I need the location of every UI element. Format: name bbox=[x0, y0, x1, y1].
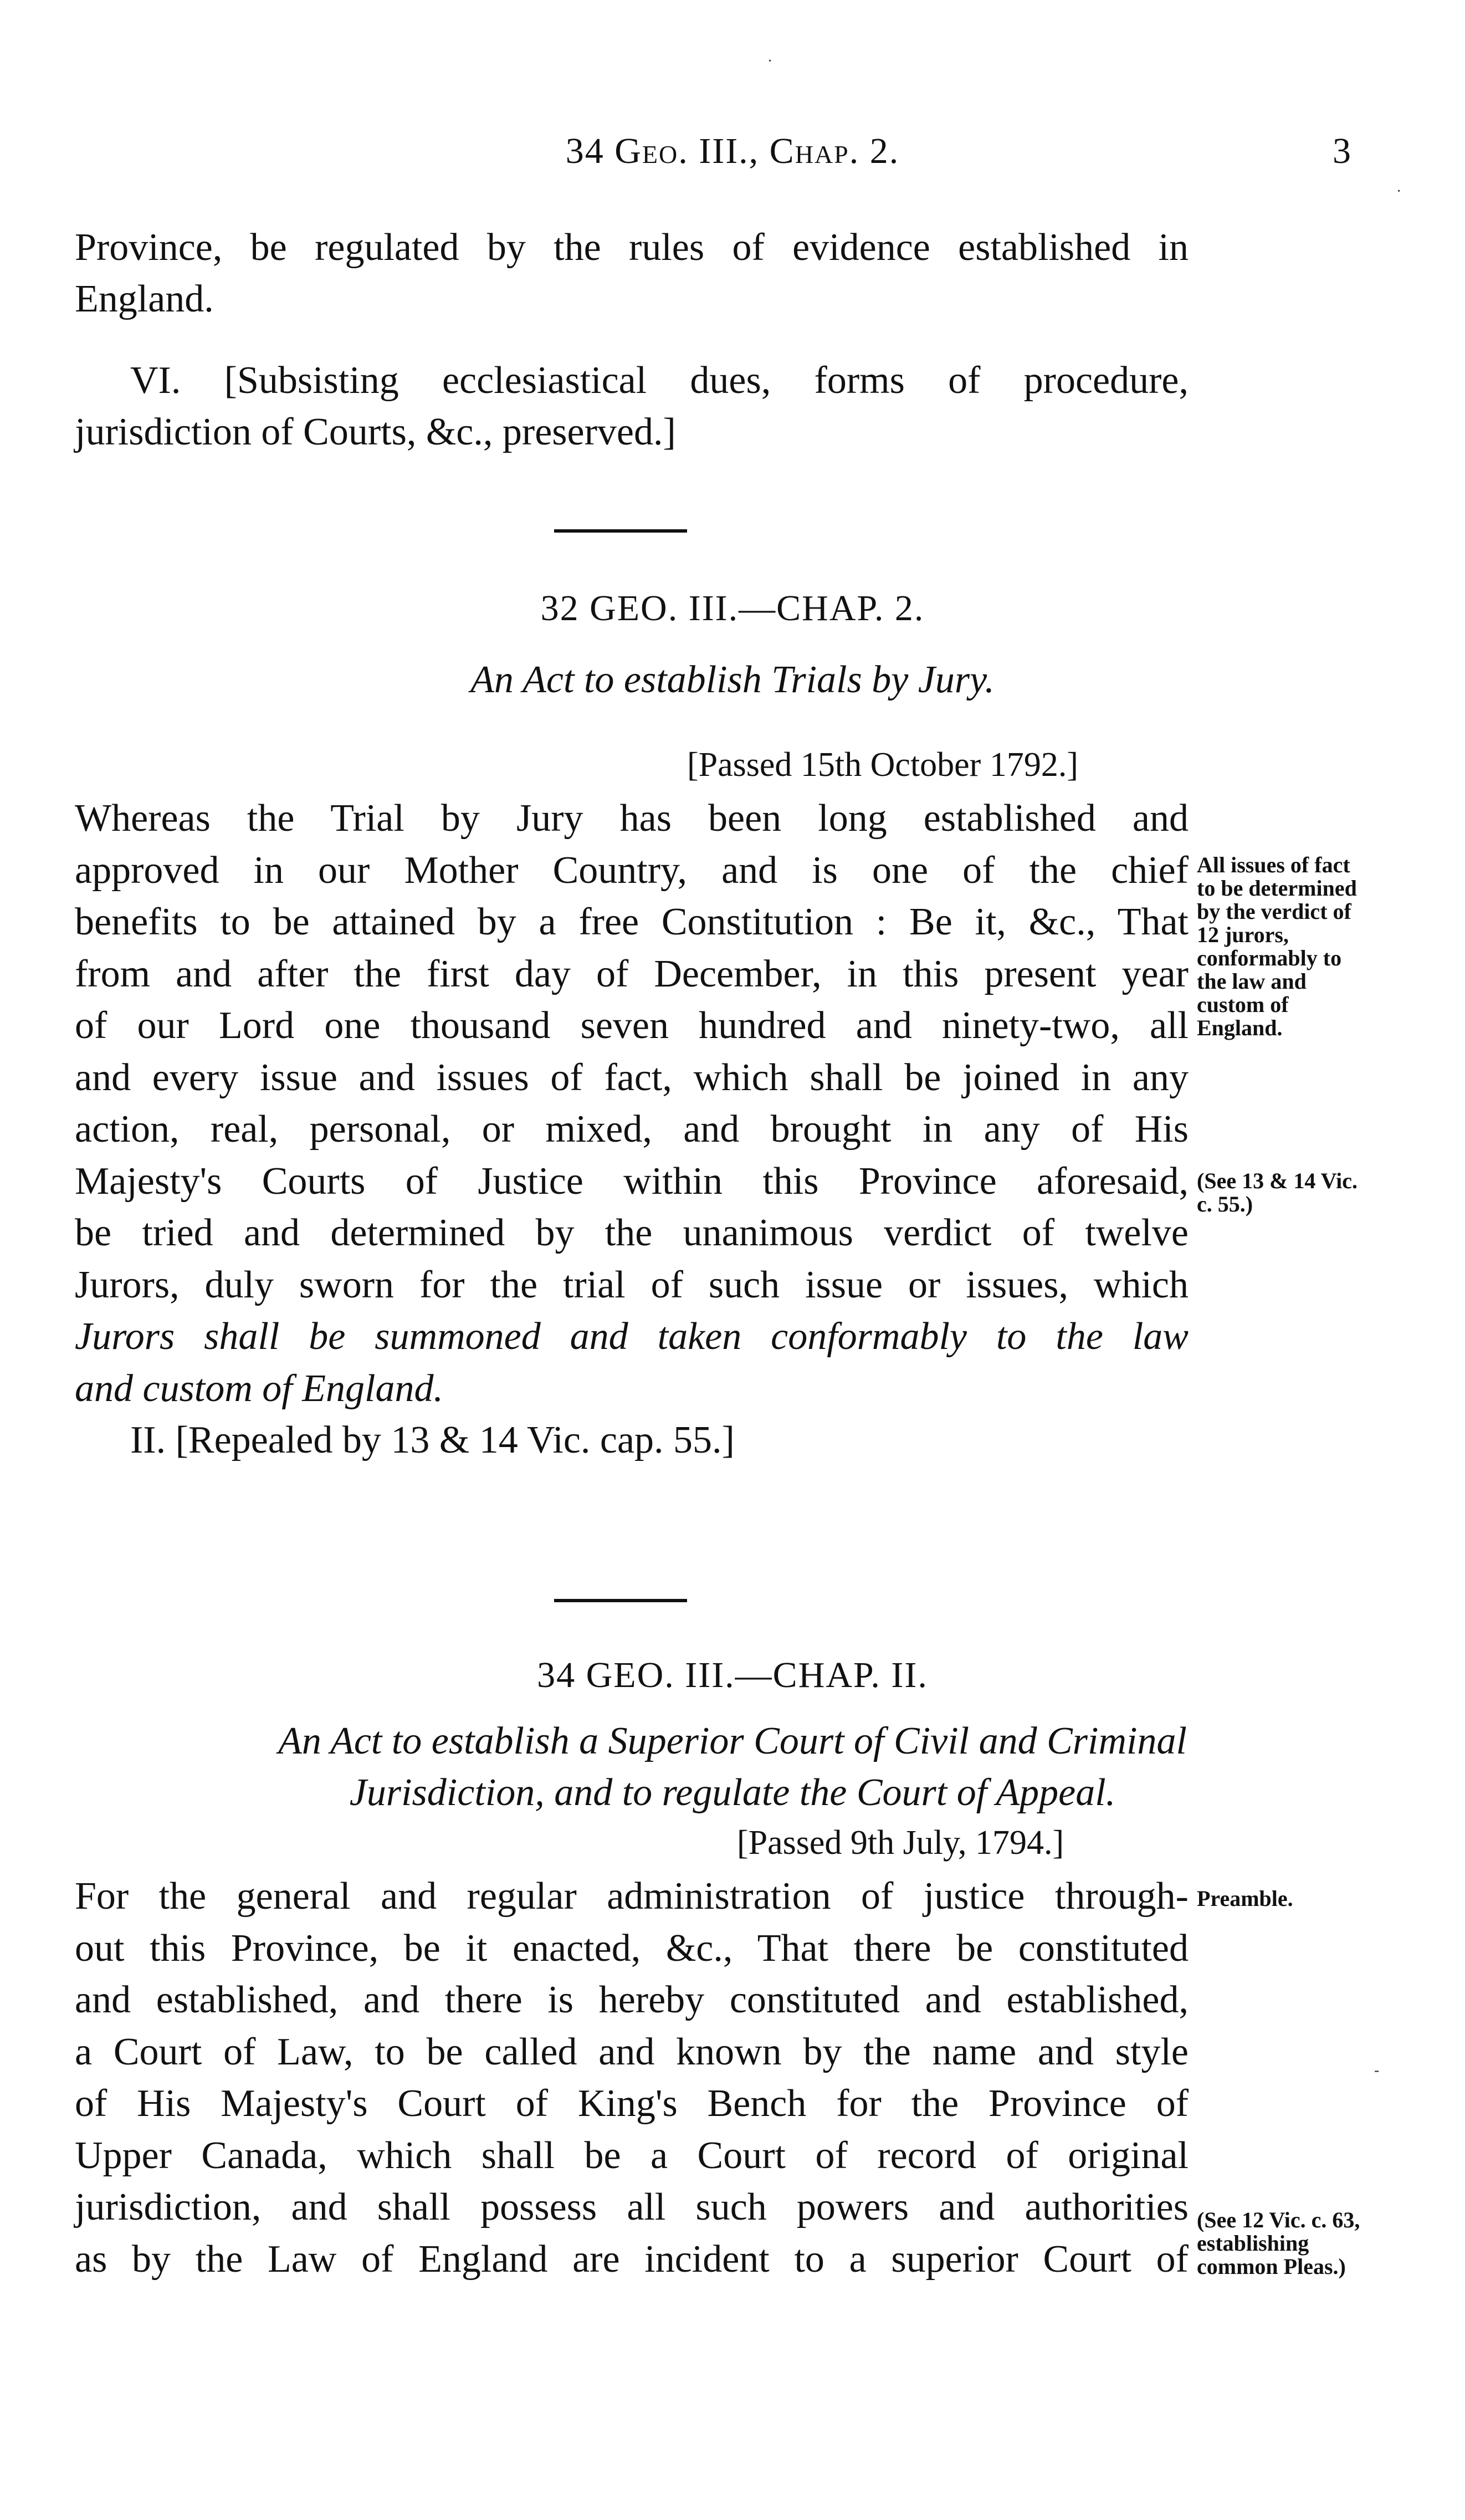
section-divider bbox=[554, 529, 687, 533]
scan-speck: - bbox=[1374, 2062, 1380, 2079]
text-line: Jurors, duly sworn for the trial of such issue or issues, which bbox=[75, 1263, 1189, 1306]
section-vi-paragraph bbox=[75, 355, 1189, 458]
act1-section-2: II. [Repealed by 13 & 14 Vic. cap. 55.] bbox=[130, 1419, 735, 1461]
text-line: and established, and there is hereby constituted and established, bbox=[75, 1979, 1189, 2021]
text-line: and custom of England. bbox=[75, 1367, 443, 1410]
page-number: 3 bbox=[1333, 131, 1351, 171]
text-line: jurisdiction, and shall possess all such powers and authorities bbox=[75, 2186, 1189, 2228]
text-line: of His Majesty's Court of King's Bench for the Province of bbox=[75, 2082, 1189, 2125]
text-line: approved in our Mother Country, and is one of the chief bbox=[75, 848, 1189, 892]
text-line: a Court of Law, to be called and known by the name and style bbox=[75, 2030, 1189, 2073]
text-line: and every issue and issues of fact, which shall be joined in any bbox=[75, 1056, 1189, 1099]
act2-passed-date: [Passed 9th July, 1794.] bbox=[737, 1824, 1064, 1862]
act2-title-line: Jurisdiction, and to regulate the Court of Appeal. bbox=[349, 1771, 1116, 1814]
act2-chapter-heading: 34 GEO. III.—CHAP. II. bbox=[537, 1655, 928, 1695]
text-line: benefits to be attained by a free Constitution : Be it, &c., That bbox=[75, 901, 1189, 943]
act2-body bbox=[75, 1870, 1189, 2285]
act1-title: An Act to establish Trials by Jury. bbox=[470, 658, 995, 701]
section-divider bbox=[554, 1599, 687, 1602]
running-title-text: 34 Geo. III., Chap. 2. bbox=[565, 131, 900, 171]
text-line: be tried and determined by the unanimous verdict of twelve bbox=[75, 1212, 1189, 1254]
text-line: as by the Law of England are incident to a superior Court of bbox=[75, 2237, 1189, 2281]
text-line: VI. [Subsisting ecclesiastical dues, forms of procedure, bbox=[130, 359, 1189, 402]
scan-speck: · bbox=[767, 53, 773, 70]
text-line: Upper Canada, which shall be a Court of record of original bbox=[75, 2134, 1189, 2177]
scan-speck: · bbox=[1396, 183, 1402, 200]
text-line: from and after the first day of December, in this present year bbox=[75, 952, 1189, 995]
act1-chapter-heading: 32 GEO. III.—CHAP. 2. bbox=[540, 588, 925, 628]
act1-body bbox=[75, 793, 1189, 1466]
continuation-paragraph bbox=[75, 222, 1189, 325]
text-line: For the general and regular administration of justice through- bbox=[75, 1875, 1189, 1918]
act1-margin-reference: (See 13 & 14 Vic. c. 55.) bbox=[1197, 1168, 1358, 1216]
text-line: Majesty's Courts of Justice within this Province aforesaid, bbox=[75, 1159, 1189, 1203]
text-line: Whereas the Trial by Jury has been long established and bbox=[75, 797, 1189, 840]
act2-title bbox=[0, 1715, 1465, 1818]
text-line: jurisdiction of Courts, &c., preserved.] bbox=[75, 411, 676, 453]
act2-margin-reference: (See 12 Vic. c. 63, establishing common Pleas.) bbox=[1197, 2207, 1360, 2279]
text-line: Jurors shall be summoned and taken conformably to the law bbox=[75, 1315, 1189, 1358]
text-line: England. bbox=[75, 278, 214, 320]
text-line: out this Province, be it enacted, &c., That there be constituted bbox=[75, 1926, 1189, 1970]
act1-margin-note: All issues of fact to be determined by the verdict of 12 jurors, conformably to the law and custom of England. bbox=[1197, 852, 1357, 1040]
act1-passed-date: [Passed 15th October 1792.] bbox=[687, 746, 1078, 784]
text-line: action, real, personal, or mixed, and brought in any of His bbox=[75, 1108, 1189, 1151]
running-title bbox=[0, 130, 1465, 172]
text-line: of our Lord one thousand seven hundred and ninety-two, all bbox=[75, 1004, 1189, 1047]
act2-margin-preamble: Preamble. bbox=[1197, 1886, 1293, 1911]
act2-title-line: An Act to establish a Superior Court of Civil and Criminal bbox=[278, 1720, 1187, 1762]
text-line: Province, be regulated by the rules of evidence established in bbox=[75, 226, 1189, 269]
